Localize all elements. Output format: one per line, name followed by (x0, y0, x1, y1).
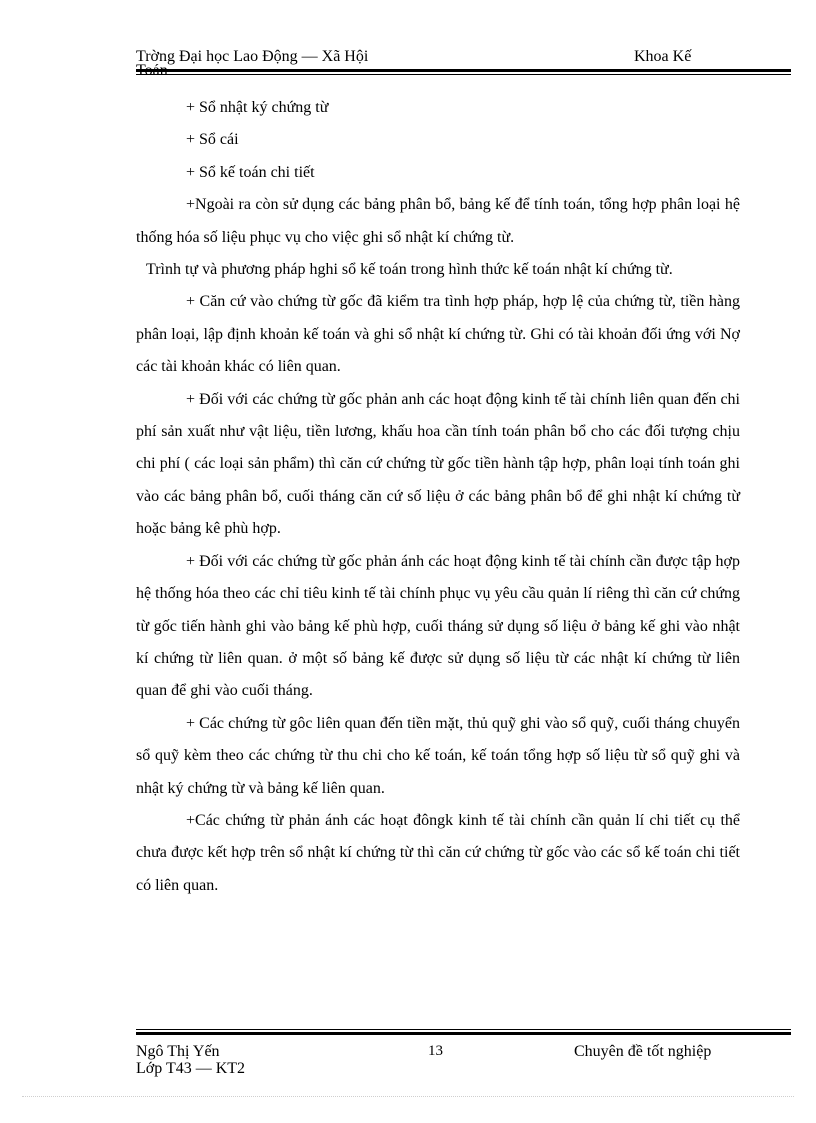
paragraph-management-indicators: + Đối với các chứng từ gốc phản ánh các hoạt động kinh tế tài chính cần được tập hợp hệ thống hóa theo các chỉ tiêu kinh tế tài chính phục vụ yêu cầu quản lí riêng thì căn cứ chứng từ gốc tiến hành ghi vào bảng kế phù hợp, cuối tháng sử dụng số liệu ở bảng kế ghi vào nhật kí chứng từ liên quan. ở một số bảng kế được sử dụng số liệu từ các nhật kí chứng từ liên quan để ghi vào cuối tháng. (136, 552, 740, 700)
header-rule-thick (136, 69, 791, 72)
bullet-ledger: + Sổ cái (186, 131, 239, 149)
footer-class: Lớp T43 — KT2 (136, 1060, 246, 1077)
paragraph-original-documents: + Căn cứ vào chứng từ gốc đã kiểm tra tình hợp pháp, hợp lệ của chứng từ, tiền hàng phân loại, lập định khoản kế toán và ghi sổ nhật kí chứng từ. Ghi có tài khoản đối ứng với Nợ các tài khoản khác có liên quan. (136, 293, 740, 376)
paragraph-allocation-tables: +Ngoài ra còn sử dụng các bảng phân bổ, bảng kế để tính toán, tổng hợp phân loại hệ thống hóa số liệu phục vụ cho việc ghi sổ nhật kí chứng từ. (136, 196, 740, 246)
footer-rule-thick (136, 1032, 791, 1035)
header-rule-thin (136, 74, 791, 75)
paragraph-cash-documents: + Các chứng từ gôc liên quan đến tiền mặt, thủ quỹ ghi vào sổ quỹ, cuối tháng chuyển sổ quỹ kèm theo các chứng từ thu chi cho kế toán, kế toán tổng hợp số liệu từ sổ quỹ ghi và nhật ký chứng từ và bảng kế liên quan. (136, 714, 740, 797)
page-number: 13 (428, 1043, 443, 1059)
paragraph-production-costs: + Đối với các chứng từ gốc phản anh các hoạt động kinh tế tài chính liên quan đến chi phí sản xuất như vật liệu, tiền lương, khấu hoa cần tính toán phân bổ cho các đối tượng chịu chi phí ( các loại sản phẩm) thì căn cứ chứng từ gốc tiền hành tập hợp, phân loại tính toán ghi vào các bảng phân bổ, cuối tháng căn cứ số liệu ở các bảng phân bổ để ghi nhật kí chứng từ hoặc bảng kê phù hợp. (136, 390, 740, 538)
footer-rule-thin (136, 1029, 791, 1030)
footer-author-block (136, 1043, 245, 1077)
bullet-journal: + Sổ nhật ký chứng từ (186, 99, 329, 116)
header-university: Trờng Đại học Lao Động — Xã Hội (136, 48, 369, 65)
bullet-detail-books: + Sổ kế toán chi tiết (186, 163, 315, 181)
document-body (136, 92, 740, 902)
paragraph-procedure-heading: Trình tự và phương pháp hghi sổ kế toán trong hình thức kế toán nhật kí chứng từ. (146, 261, 673, 279)
paragraph-detail-management: +Các chứng từ phản ánh các hoạt đôngk kinh tế tài chính cần quản lí chi tiết cụ thể chưa được kết hợp trên sổ nhật kí chứng từ thì căn cứ chứng từ gốc vào các sổ kế toán chi tiết có liên quan. (136, 811, 740, 894)
page-bottom-dotted-line (22, 1096, 794, 1097)
footer-doc-type: Chuyên đề tốt nghiệp (574, 1043, 712, 1060)
header-department: Khoa Kế (634, 48, 692, 65)
footer-author: Ngô Thị Yến (136, 1043, 220, 1060)
